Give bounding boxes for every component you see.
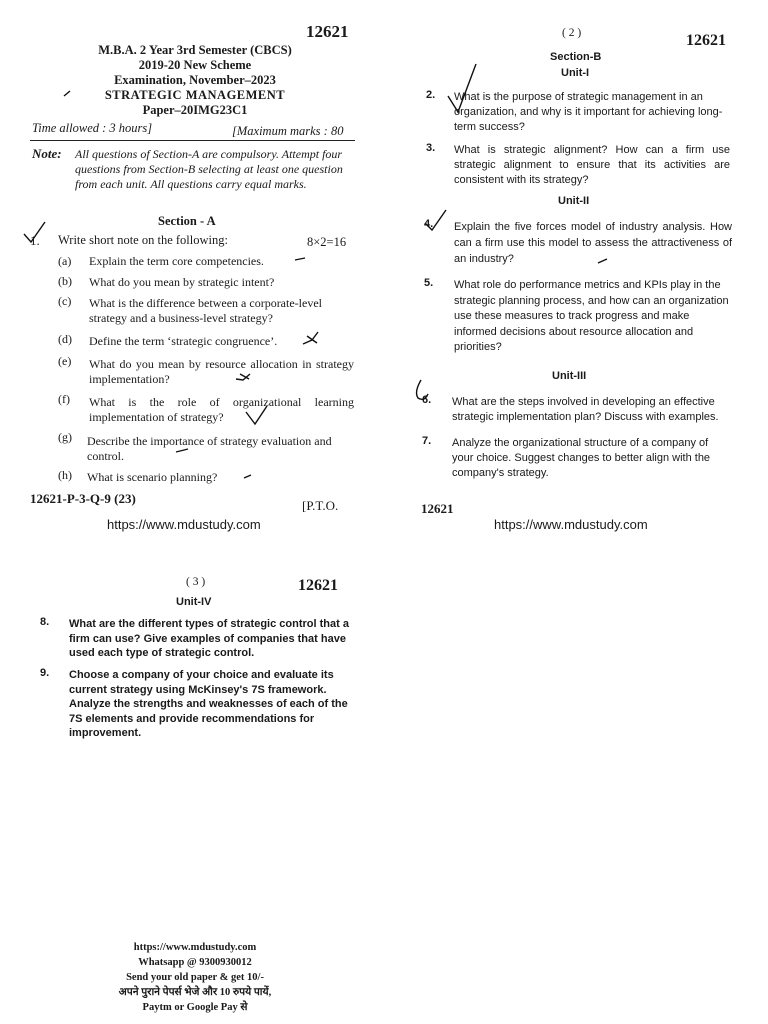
subq-c-text: What is the difference between a corporate-level strategy and a business-level strategy? xyxy=(89,296,322,325)
unit-1-heading: Unit-I xyxy=(561,67,590,79)
subq-f-label: (f) xyxy=(58,392,70,406)
subq-h-label: (h) xyxy=(58,468,72,482)
page1-code: 12621 xyxy=(306,22,349,41)
promo-payment: Paytm or Google Pay से xyxy=(142,1002,248,1013)
header-line-4: STRATEGIC MANAGEMENT xyxy=(104,88,286,102)
promo-send-paper: Send your old paper & get 10/- xyxy=(126,972,264,983)
q5-number: 5. xyxy=(424,277,434,289)
q6-text: What are the steps involved in developing an effective strategic implementation plan? Discuss with examples. xyxy=(452,396,719,423)
section-b-heading: Section-B xyxy=(550,51,602,63)
time-allowed: Time allowed : 3 hours] xyxy=(32,121,153,135)
promo-hindi-line: अपने पुराने पेपर्स भेजे और 10 रुपये पायें, xyxy=(118,987,272,998)
tick-mark-q2 xyxy=(448,64,476,112)
q8-text: What are the different types of strategic control that a firm can use? Give examples of companies that have used each type of strategic control. xyxy=(69,618,349,659)
subq-h-text: What is scenario planning? xyxy=(87,470,218,484)
note-text: All questions of Section-A are compulsory. Attempt four questions from Section-B selecting at least one question from each unit. All questions carry equal marks. xyxy=(75,147,343,191)
subq-c-label: (c) xyxy=(58,294,72,308)
subq-e-label: (e) xyxy=(58,354,72,368)
note-label: Note: xyxy=(32,146,62,161)
q3-text: What is strategic alignment? How can a firm use strategic alignment to ensure that its activities are consistent with its strategy? xyxy=(454,144,730,186)
unit-3-heading: Unit-III xyxy=(552,370,587,382)
page1-url[interactable]: https://www.mdustudy.com xyxy=(107,517,261,532)
subq-a-label: (a) xyxy=(58,254,72,268)
pto-label: [P.T.O. xyxy=(302,498,339,513)
q5-text: What role do performance metrics and KPIs play in the strategic planning process, and how can an organization use these measures to track progress and make informed decisions about resource allocation and priorities? xyxy=(454,279,729,353)
subq-d-text: Define the term ‘strategic congruence’. xyxy=(89,334,278,348)
header-line-2: 2019-20 New Scheme xyxy=(138,58,252,72)
dash-mark-h xyxy=(244,475,251,478)
unit-4-heading: Unit-IV xyxy=(176,596,212,608)
dash-mark-a xyxy=(295,258,305,260)
q4-number: 4. xyxy=(424,218,434,230)
q2-number: 2. xyxy=(426,89,436,101)
tick-mark-q1 xyxy=(24,222,45,242)
page2-footer-code: 12621 xyxy=(421,501,454,516)
tick-mark-e xyxy=(236,374,250,380)
q4-text: Explain the five forces model of industry analysis. How can a firm use this model to assess the attractiveness of an industry? xyxy=(454,221,732,265)
section-a-heading: Section - A xyxy=(158,214,216,228)
dash-mark-q4 xyxy=(598,259,607,263)
page2-url[interactable]: https://www.mdustudy.com xyxy=(494,517,648,532)
q9-text: Choose a company of your choice and evaluate its current strategy using McKinsey's 7S framework. Analyze the strengths and weaknesses of each of the 7S elements and provide recommendations for improvement. xyxy=(69,669,348,739)
header-line-3: Examination, November–2023 xyxy=(114,73,276,87)
q7-number: 7. xyxy=(422,435,432,447)
subq-a-text: Explain the term core competencies. xyxy=(89,254,264,268)
q6-number: 6. xyxy=(422,394,432,406)
subq-g-text: Describe the importance of strategy evaluation and control. xyxy=(87,434,332,463)
tick-mark-f xyxy=(246,406,267,424)
header-line-1: M.B.A. 2 Year 3rd Semester (CBCS) xyxy=(98,43,292,57)
promo-url[interactable]: https://www.mdustudy.com xyxy=(133,942,257,953)
page2-number: ( 2 ) xyxy=(562,27,582,39)
q1-marks: 8×2=16 xyxy=(307,235,347,249)
page2-code: 12621 xyxy=(686,32,726,49)
tick-mark-q4 xyxy=(425,210,446,230)
page1-footer-code: 12621-P-3-Q-9 (23) xyxy=(30,491,136,506)
tick-mark-header xyxy=(64,91,70,96)
page3-code: 12621 xyxy=(298,577,338,594)
subq-e-text: What do you mean by resource allocation in strategy implementation? xyxy=(89,357,354,386)
subq-d-label: (d) xyxy=(58,332,72,346)
q1-number: 1. xyxy=(30,233,40,248)
q3-number: 3. xyxy=(426,142,436,154)
unit-2-heading: Unit-II xyxy=(558,195,590,207)
dash-mark-g xyxy=(176,449,188,452)
subq-g-label: (g) xyxy=(58,430,72,444)
subq-b-label: (b) xyxy=(58,274,72,288)
q9-number: 9. xyxy=(40,667,50,679)
q2-text: What is the purpose of strategic management in an organization, and why is it important for achieving long-term success? xyxy=(454,91,723,133)
tick-mark-q6 xyxy=(417,380,428,399)
subq-f-text: What is the role of organizational learning implementation of strategy? xyxy=(89,395,354,424)
tick-mark-d xyxy=(303,332,318,344)
header-line-5: Paper–20IMG23C1 xyxy=(142,103,248,117)
q7-text: Analyze the organizational structure of a company of your choice. Suggest changes to better align with the company's strategy. xyxy=(452,437,711,479)
promo-whatsapp: Whatsapp @ 9300930012 xyxy=(138,957,252,968)
q1-text: Write short note on the following: xyxy=(58,233,228,247)
subq-b-text: What do you mean by strategic intent? xyxy=(89,275,275,289)
max-marks: [Maximum marks : 80 xyxy=(232,124,344,138)
page3-number: ( 3 ) xyxy=(186,576,206,588)
q8-number: 8. xyxy=(40,616,50,628)
